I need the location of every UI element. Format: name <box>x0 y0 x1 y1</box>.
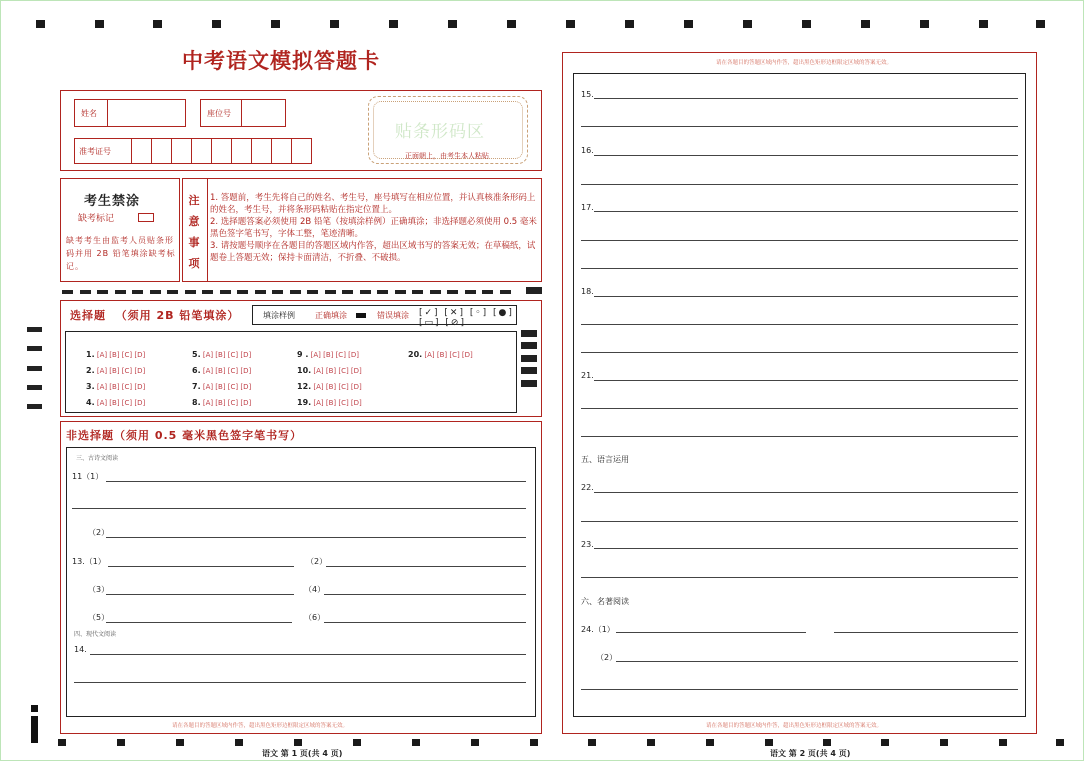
timing-mark <box>979 20 988 28</box>
q16-label: 16. <box>581 146 594 155</box>
choice-question[interactable] <box>408 342 473 361</box>
choice-question-number: 3. <box>86 382 95 391</box>
q13-6-line[interactable] <box>324 622 526 623</box>
answer-line[interactable] <box>581 268 1018 269</box>
timing-mark <box>881 739 889 746</box>
choice-question[interactable] <box>192 390 251 409</box>
dash-mark <box>97 290 108 294</box>
timing-mark <box>95 20 104 28</box>
exam-number-field[interactable] <box>74 138 312 164</box>
exam-number-cell[interactable] <box>291 139 292 163</box>
side-mark <box>521 380 537 387</box>
q13-5-label: （5） <box>88 613 110 622</box>
q15-label: 15. <box>581 90 594 99</box>
timing-mark <box>389 20 398 28</box>
choice-options[interactable]: [A] [B] [C] [D] <box>308 351 360 359</box>
answer-line[interactable] <box>581 436 1018 437</box>
sample-label: 填涂样例 <box>263 311 295 320</box>
timing-mark <box>823 739 831 746</box>
choice-question-number: 4. <box>86 398 95 407</box>
q13-3-line[interactable] <box>106 594 294 595</box>
absent-label: 缺考标记 <box>78 214 115 224</box>
side-mark <box>27 404 42 409</box>
choice-options[interactable]: [A] [B] [C] [D] <box>200 383 252 391</box>
dash-mark <box>185 290 196 294</box>
timing-mark <box>940 739 948 746</box>
timing-mark <box>58 739 66 746</box>
answer-line[interactable] <box>581 240 1018 241</box>
notice-label-char: 意 <box>188 215 200 228</box>
correct-fill-icon <box>356 313 366 318</box>
q24-2-label: （2） <box>596 653 618 662</box>
timing-mark <box>530 739 538 746</box>
side-mark <box>521 342 537 349</box>
left-warning: 请在各题目的答题区域内作答，超出黑色矩形边框限定区域的答案无效。 <box>172 723 349 729</box>
answer-line[interactable] <box>594 296 1018 297</box>
choice-options[interactable]: [A] [B] [C] [D] <box>94 399 146 407</box>
exam-number-cell[interactable] <box>131 139 132 163</box>
choice-options[interactable]: [A] [B] [C] [D] <box>94 367 146 375</box>
section5-heading: 五、语言运用 <box>581 455 629 464</box>
choice-options[interactable]: [A] [B] [C] [D] <box>94 351 146 359</box>
choice-question-number: 6. <box>192 366 201 375</box>
sample-box <box>252 305 517 328</box>
q22-label: 22. <box>581 483 594 492</box>
timing-mark <box>507 20 516 28</box>
timing-mark <box>743 20 752 28</box>
exam-number-cell[interactable] <box>271 139 272 163</box>
exam-number-cell[interactable] <box>171 139 172 163</box>
choice-title: 选择题 （须用 2B 铅笔填涂） <box>70 309 240 322</box>
choice-options[interactable]: [A] [B] [C] [D] <box>311 399 362 407</box>
notice-label-char: 事 <box>188 236 200 249</box>
notice-item: 1. 答题前，考生先将自己的姓名、考生号，座号填写在相应位置，并认真核准条形码上的姓名，考生号，并将条形码粘贴在指定位置上。 <box>210 193 536 215</box>
forbidden-desc: 缺考考生由监考人员贴条形码并用 2B 铅笔填涂缺考标记。 <box>66 236 176 271</box>
q13-2-line[interactable] <box>326 566 526 567</box>
q14-label: 14. <box>74 645 87 654</box>
timing-mark <box>235 739 243 746</box>
choice-question-number: 5. <box>192 350 201 359</box>
barcode-title: 贴条形码区 <box>395 122 485 142</box>
timing-mark <box>588 739 596 746</box>
q13-4-label: （4） <box>304 585 326 594</box>
timing-mark <box>647 739 655 746</box>
dash-mark <box>500 290 511 294</box>
answer-line[interactable] <box>581 521 1018 522</box>
dash-mark <box>115 290 126 294</box>
exam-number-cell[interactable] <box>231 139 232 163</box>
right-top-warning: 请在各题目的答题区域内作答，超出黑色矩形边框限定区域的答案无效。 <box>716 60 893 66</box>
choice-options[interactable]: [A] [B] [C] [D] <box>200 399 252 407</box>
wrong-fill-icons: [✓] [✕] [◦] [●] [▭] [⊘] <box>419 308 514 328</box>
dash-mark <box>377 290 388 294</box>
dash-mark <box>482 290 493 294</box>
exam-number-cell[interactable] <box>191 139 192 163</box>
q14-line-1[interactable] <box>90 654 526 655</box>
answer-line[interactable] <box>581 408 1018 409</box>
dash-mark <box>80 290 91 294</box>
dash-mark <box>360 290 371 294</box>
exam-number-label: 准考证号 <box>79 147 111 156</box>
dash-mark <box>62 290 73 294</box>
timing-mark <box>471 739 479 746</box>
timing-mark <box>117 739 125 746</box>
q11-2-line[interactable] <box>106 537 526 538</box>
q11-2-label: （2） <box>88 528 110 537</box>
dash-mark <box>412 290 423 294</box>
notice-label-char: 项 <box>188 257 200 270</box>
q11-label: 11（1） <box>72 472 104 481</box>
timing-mark <box>353 739 361 746</box>
section6-heading: 六、名著阅读 <box>581 597 629 606</box>
notice-items <box>210 192 538 264</box>
choice-options[interactable]: [A] [B] [C] [D] <box>311 367 362 375</box>
answer-line[interactable] <box>594 155 1018 156</box>
corner-bar-dot <box>31 705 38 712</box>
choice-question-number: 12. <box>297 382 312 391</box>
dash-mark <box>465 290 476 294</box>
timing-mark <box>294 739 302 746</box>
dash-mark <box>255 290 266 294</box>
notice-label <box>187 190 201 274</box>
section3-heading: 三、古诗文阅读 <box>76 455 119 462</box>
choice-options[interactable]: [A] [B] [C] [D] <box>200 367 252 375</box>
side-mark <box>27 346 42 351</box>
timing-mark <box>1036 20 1045 28</box>
nonchoice-answer-area <box>66 447 536 717</box>
answer-line[interactable] <box>581 577 1018 578</box>
exam-number-cell[interactable] <box>251 139 252 163</box>
q17-label: 17. <box>581 203 594 212</box>
timing-mark <box>1056 739 1064 746</box>
absent-checkbox[interactable] <box>138 213 154 222</box>
name-field[interactable] <box>74 99 186 127</box>
answer-line[interactable] <box>594 380 1018 381</box>
dash-mark <box>395 290 406 294</box>
timing-mark <box>412 739 420 746</box>
choice-question-number: 19. <box>297 398 312 407</box>
barcode-area <box>368 96 528 164</box>
side-mark <box>521 330 537 337</box>
q21-label: 21. <box>581 371 594 380</box>
answer-line[interactable] <box>581 184 1018 185</box>
timing-mark <box>212 20 221 28</box>
right-answer-area <box>573 73 1026 717</box>
timing-mark <box>920 20 929 28</box>
timing-mark <box>176 739 184 746</box>
forbidden-title: 考生禁涂 <box>84 194 141 209</box>
q24-1-line-b[interactable] <box>834 632 1018 633</box>
dash-mark <box>342 290 353 294</box>
nonchoice-title: 非选择题（须用 0.5 毫米黑色签字笔书写） <box>66 429 303 442</box>
answer-line[interactable] <box>581 126 1018 127</box>
dash-mark <box>167 290 178 294</box>
choice-question-number: 9 . <box>297 350 309 359</box>
dash-mark <box>290 290 301 294</box>
exam-number-cell[interactable] <box>211 139 212 163</box>
footer-left: 语文 第 1 页(共 4 页) <box>262 749 343 758</box>
choice-question-number: 7. <box>192 382 201 391</box>
q24-2-line-a[interactable] <box>616 661 1018 662</box>
side-mark <box>27 385 42 390</box>
q23-label: 23. <box>581 540 594 549</box>
seat-field[interactable] <box>200 99 286 127</box>
q14-line-2[interactable] <box>74 682 526 683</box>
page-title: 中考语文模拟答题卡 <box>182 48 380 73</box>
section4-heading: 四、现代文阅读 <box>74 631 117 638</box>
choice-question-number: 1. <box>86 350 95 359</box>
side-mark <box>27 327 42 332</box>
footer-right: 语文 第 2 页(共 4 页) <box>770 749 851 758</box>
side-mark <box>521 367 537 374</box>
q24-2-line-b[interactable] <box>581 689 1018 690</box>
answer-line[interactable] <box>594 98 1018 99</box>
choice-options[interactable]: [A] [B] [C] [D] <box>311 383 362 391</box>
answer-line[interactable] <box>581 324 1018 325</box>
answer-line[interactable] <box>581 352 1018 353</box>
right-bottom-warning: 请在各题目的答题区域内作答，超出黑色矩形边框限定区域的答案无效。 <box>706 723 883 729</box>
timing-mark <box>448 20 457 28</box>
dash-mark <box>325 290 336 294</box>
timing-mark <box>330 20 339 28</box>
exam-number-cell[interactable] <box>151 139 152 163</box>
side-mark <box>27 366 42 371</box>
corner-bar <box>31 716 38 743</box>
timing-mark <box>802 20 811 28</box>
answer-line[interactable] <box>594 548 1018 549</box>
name-label: 姓名 <box>81 109 97 118</box>
q24-label: 24.（1） <box>581 625 615 634</box>
notice-item: 3. 请按题号顺序在各题目的答题区域内作答，超出区域书写的答案无效；在草稿纸，试题卷上答题无效；保持卡面清洁，不折叠、不破损。 <box>210 241 536 263</box>
barcode-note: 正面朝上，由考生本人粘贴 <box>405 152 489 160</box>
dash-mark <box>430 290 441 294</box>
dash-mark <box>220 290 231 294</box>
choice-options[interactable]: [A] [B] [C] [D] <box>422 351 473 359</box>
timing-mark <box>861 20 870 28</box>
timing-mark <box>765 739 773 746</box>
answer-line[interactable] <box>594 211 1018 212</box>
timing-mark <box>706 739 714 746</box>
correct-label: 正确填涂 <box>315 311 347 320</box>
dash-mark <box>237 290 248 294</box>
answer-line[interactable] <box>594 492 1018 493</box>
q11-line-2[interactable] <box>72 508 526 509</box>
dash-mark <box>150 290 161 294</box>
notice-label-char: 注 <box>188 194 200 207</box>
choice-question-number: 10. <box>297 366 312 375</box>
timing-mark <box>271 20 280 28</box>
q13-1-line[interactable] <box>108 566 294 567</box>
q13-label: 13.（1） <box>72 557 106 566</box>
timing-mark <box>999 739 1007 746</box>
choice-question[interactable] <box>297 390 362 409</box>
dash-mark <box>132 290 143 294</box>
choice-options[interactable]: [A] [B] [C] [D] <box>200 351 252 359</box>
wrong-label: 错误填涂 <box>377 311 409 320</box>
choice-question[interactable] <box>86 390 145 409</box>
side-mark <box>521 355 537 362</box>
dash-mark <box>202 290 213 294</box>
q13-4-line[interactable] <box>324 594 526 595</box>
dash-mark <box>447 290 458 294</box>
q18-label: 18. <box>581 287 594 296</box>
seat-label: 座位号 <box>207 109 231 118</box>
choice-question-number: 8. <box>192 398 201 407</box>
dash-mark <box>307 290 318 294</box>
timing-mark <box>566 20 575 28</box>
q13-3-label: （3） <box>88 585 110 594</box>
notice-item: 2. 选择题答案必须使用 2B 铅笔（按填涂样例）正确填涂；非选择题必须使用 0.5 毫米黑色签字笔书写，字体工整，笔迹清晰。 <box>210 217 537 239</box>
timing-mark <box>36 20 45 28</box>
timing-mark <box>625 20 634 28</box>
q24-1-line-a[interactable] <box>616 632 806 633</box>
q13-5-line[interactable] <box>106 622 292 623</box>
choice-question-number: 20. <box>408 350 423 359</box>
q13-6-label: （6） <box>304 613 326 622</box>
choice-question-number: 2. <box>86 366 95 375</box>
dash-mark <box>272 290 283 294</box>
choice-options[interactable]: [A] [B] [C] [D] <box>94 383 146 391</box>
dash-mark-end <box>526 287 542 294</box>
timing-mark <box>153 20 162 28</box>
q11-line-1[interactable] <box>106 481 526 482</box>
timing-mark <box>684 20 693 28</box>
q13-2-label: （2） <box>306 557 328 566</box>
